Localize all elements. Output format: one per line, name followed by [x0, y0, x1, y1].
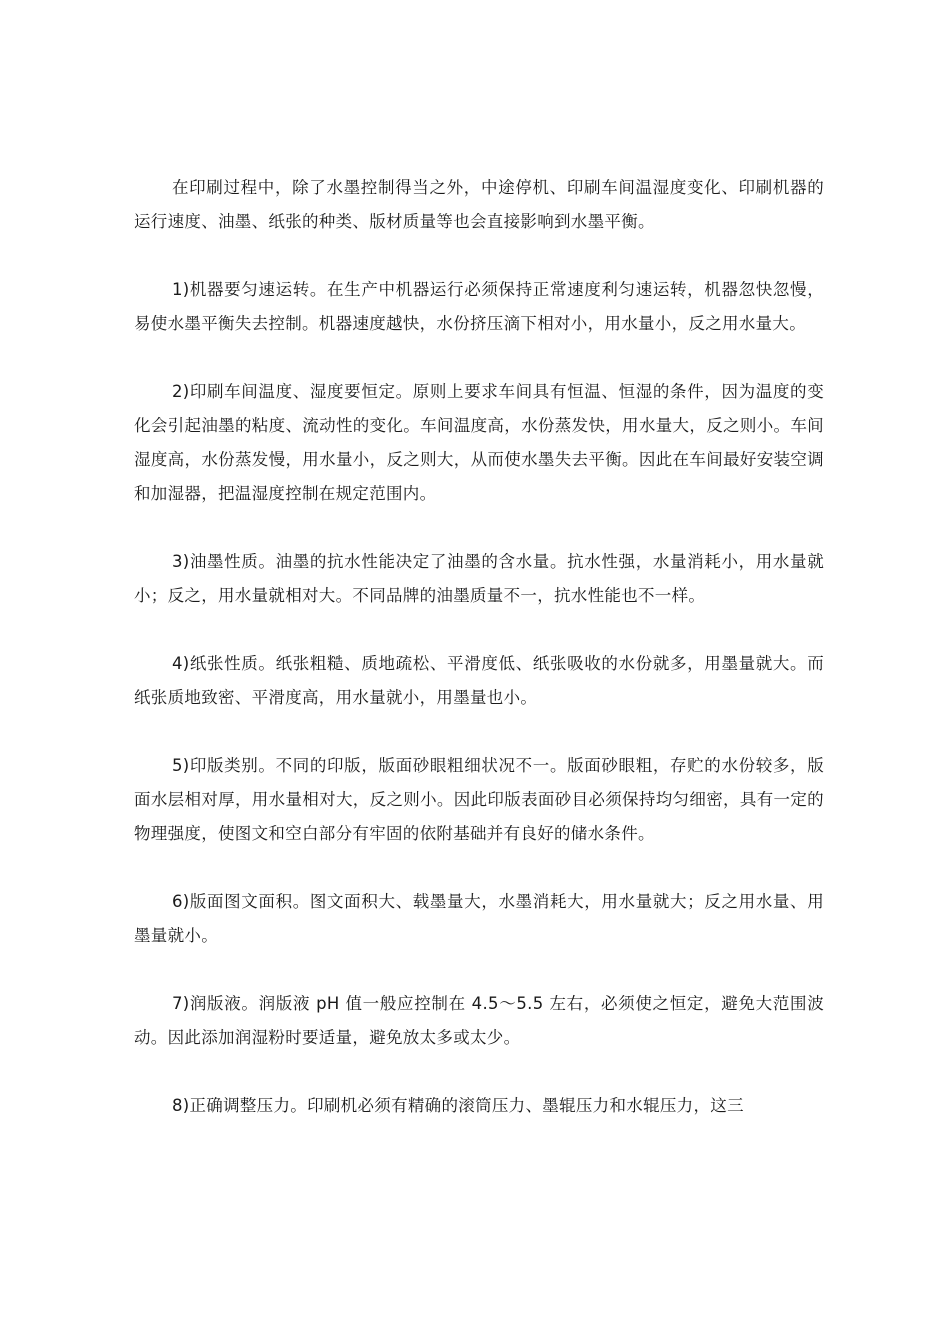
paragraph-paper-properties: 4)纸张性质。纸张粗糙、质地疏松、平滑度低、纸张吸收的水份就多，用墨量就大。而纸张质地致密、平滑度高，用水量就小，用墨量也小。 — [134, 654, 824, 707]
paragraph-image-area: 6)版面图文面积。图文面积大、载墨量大，水墨消耗大，用水量就大；反之用水量、用墨量就小。 — [134, 892, 824, 945]
paragraph-gap — [134, 613, 824, 647]
intro-paragraph: 在印刷过程中，除了水墨控制得当之外，中途停机、印刷车间温湿度变化、印刷机器的运行速度、油墨、纸张的种类、版材质量等也会直接影响到水墨平衡。 — [134, 178, 824, 231]
paragraph-machine-speed: 1)机器要匀速运转。在生产中机器运行必须保持正常速度利匀速运转，机器忽快忽慢，易使水墨平衡失去控制。机器速度越快，水份挤压滴下相对小，用水量小，反之用水量大。 — [134, 280, 824, 333]
paragraph-gap — [134, 851, 824, 885]
paragraph-fountain-solution: 7)润版液。润版液 pH 值一般应控制在 4.5～5.5 左右，必须使之恒定，避免大范围波动。因此添加润湿粉时要适量，避免放太多或太少。 — [134, 994, 824, 1047]
paragraph-temperature-humidity: 2)印刷车间温度、湿度要恒定。原则上要求车间具有恒温、恒湿的条件，因为温度的变化会引起油墨的粘度、流动性的变化。车间温度高，水份蒸发快，用水量大，反之则小。车间湿度高，水份蒸发慢，用水量小，反之则大，从而使水墨失去平衡。因此在车间最好安装空调和加湿器，把温湿度控制在规定范围内。 — [134, 382, 824, 503]
paragraph-gap — [134, 511, 824, 545]
paragraph-pressure-adjustment: 8)正确调整压力。印刷机必须有精确的滚筒压力、墨辊压力和水辊压力，这三 — [171, 1096, 744, 1115]
paragraph-ink-properties: 3)油墨性质。油墨的抗水性能决定了油墨的含水量。抗水性强，水量消耗小，用水量就小；反之，用水量就相对大。不同品牌的油墨质量不一，抗水性能也不一样。 — [134, 552, 824, 605]
document-body — [134, 171, 824, 1123]
paragraph-plate-type: 5)印版类别。不同的印版，版面砂眼粗细状况不一。版面砂眼粗，存贮的水份较多，版面水层相对厚，用水量相对大，反之则小。因此印版表面砂目必须保持均匀细密，具有一定的物理强度，使图文和空白部分有牢固的依附基础并有良好的储水条件。 — [134, 756, 824, 843]
paragraph-gap — [134, 1055, 824, 1089]
paragraph-gap — [134, 341, 824, 375]
paragraph-gap — [134, 953, 824, 987]
paragraph-gap — [134, 239, 824, 273]
paragraph-gap — [134, 715, 824, 749]
